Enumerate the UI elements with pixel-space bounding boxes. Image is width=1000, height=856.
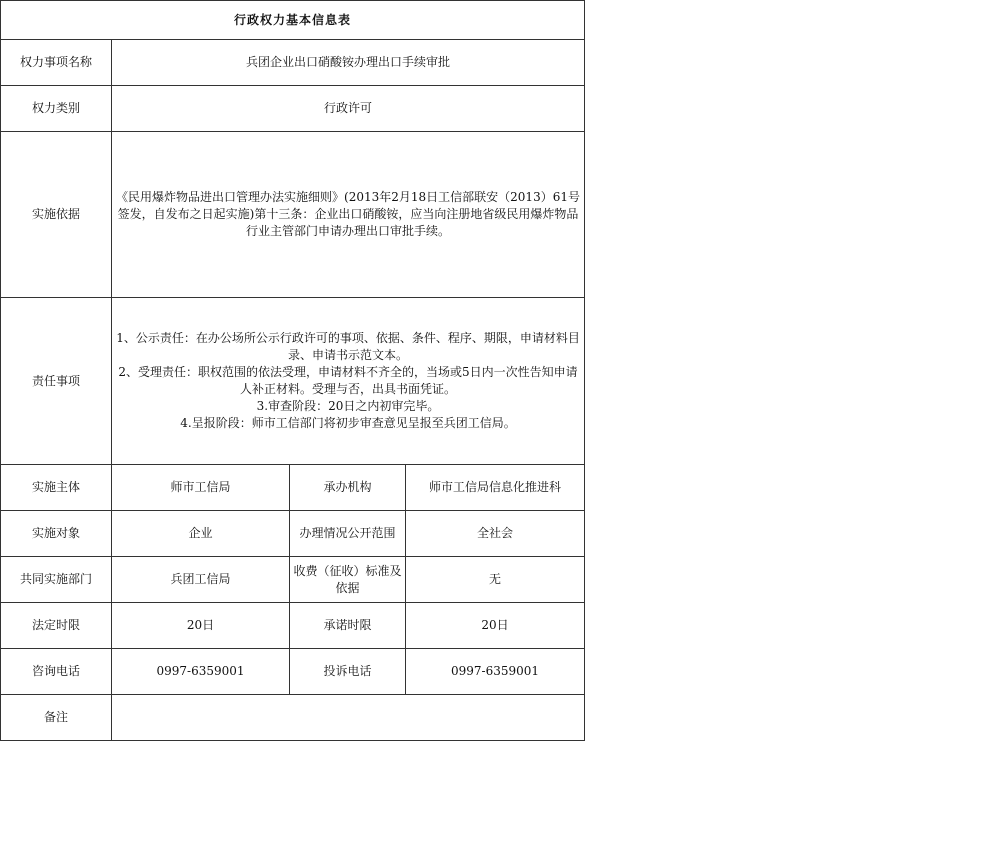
label-complaint-phone: 投诉电话 [290,649,406,695]
value-subject: 师市工信局 [112,465,290,511]
duty-line: 3.审查阶段：20日之内初审完毕。 [256,399,440,413]
row-limit [1,603,585,649]
value-joint-dept: 兵团工信局 [112,557,290,603]
value-duties [112,298,585,465]
row-target [1,511,585,557]
duty-line: 2、受理责任：职权范围的依法受理，申请材料不齐全的，当场或5日内一次性告知申请人补正材料。受理与否，出具书面凭证。 [118,365,578,396]
value-remark [112,695,585,741]
duty-line: 4.呈报阶段：师市工信部门将初步审查意见呈报至兵团工信局。 [180,416,516,430]
label-promised-limit: 承诺时限 [290,603,406,649]
row-power-name [1,40,585,86]
value-fee-standard: 无 [406,557,585,603]
label-joint-dept: 共同实施部门 [1,557,112,603]
row-basis [1,132,585,298]
label-power-name: 权力事项名称 [1,40,112,86]
value-handling-agency: 师市工信局信息化推进科 [406,465,585,511]
value-target: 企业 [112,511,290,557]
row-power-type [1,86,585,132]
value-power-type: 行政许可 [112,86,585,132]
label-power-type: 权力类别 [1,86,112,132]
label-subject: 实施主体 [1,465,112,511]
duty-line: 1、公示责任：在办公场所公示行政许可的事项、依据、条件、程序、期限，申请材料目录、申请书示范文本。 [116,331,580,362]
value-promised-limit: 20日 [406,603,585,649]
label-target: 实施对象 [1,511,112,557]
label-remark: 备注 [1,695,112,741]
value-legal-limit: 20日 [112,603,290,649]
value-power-name: 兵团企业出口硝酸铵办理出口手续审批 [112,40,585,86]
value-complaint-phone: 0997-6359001 [406,649,585,695]
row-joint [1,557,585,603]
value-disclosure-scope: 全社会 [406,511,585,557]
row-remark [1,695,585,741]
row-subject [1,465,585,511]
label-basis: 实施依据 [1,132,112,298]
label-consult-phone: 咨询电话 [1,649,112,695]
table-title: 行政权力基本信息表 [1,1,585,40]
value-basis [112,132,585,298]
row-phone [1,649,585,695]
label-handling-agency: 承办机构 [290,465,406,511]
label-fee-standard: 收费（征收）标准及依据 [290,557,406,603]
basis-text: 《民用爆炸物品进出口管理办法实施细则》(2013年2月18日工信部联安（2013）61号签发，自发布之日起实施)第十三条：企业出口硝酸铵，应当向注册地省级民用爆炸物品行业主管部门申请办理出口审批手续。 [116,190,580,238]
label-disclosure-scope: 办理情况公开范围 [290,511,406,557]
row-duties [1,298,585,465]
value-consult-phone: 0997-6359001 [112,649,290,695]
label-duties: 责任事项 [1,298,112,465]
label-legal-limit: 法定时限 [1,603,112,649]
